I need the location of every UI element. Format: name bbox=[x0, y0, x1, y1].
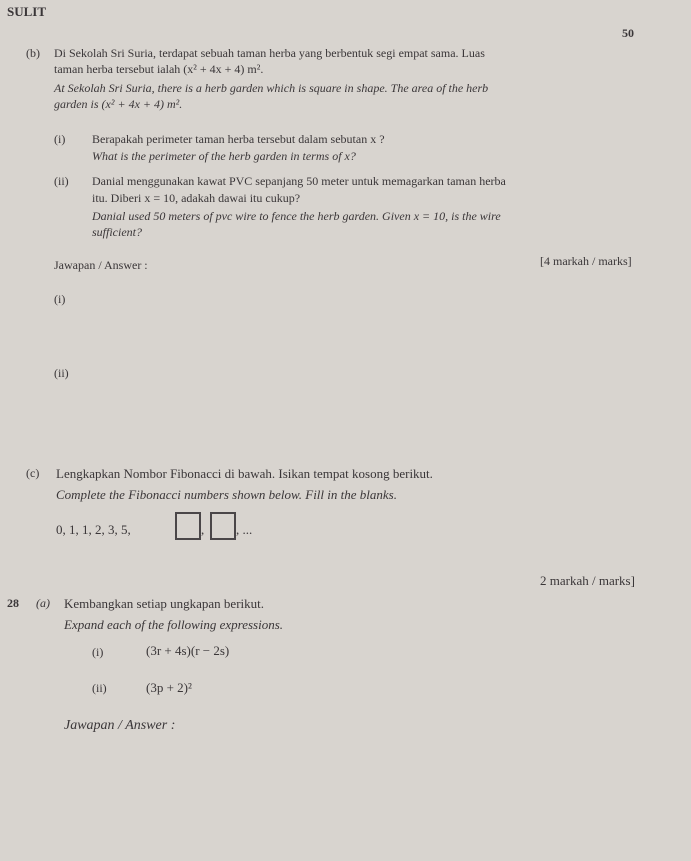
marks-c: 2 markah / marks] bbox=[540, 573, 635, 588]
question-b-malay-line1: Di Sekolah Sri Suria, terdapat sebuah taman herba yang berbentuk segi empat sama. Luas bbox=[54, 46, 485, 60]
page-number: 50 bbox=[622, 26, 634, 40]
part-ii-label: (ii) bbox=[54, 174, 69, 188]
part-ii-malay-line1: Danial menggunakan kawat PVC sepanjang 50 meter untuk memagarkan taman herba bbox=[92, 174, 506, 188]
subject-code: SULIT bbox=[7, 4, 47, 19]
question-c-english: Complete the Fibonacci numbers shown below. Fill in the blanks. bbox=[56, 487, 397, 502]
question-28-number: 28 bbox=[7, 596, 19, 610]
expression-ii-label: (ii) bbox=[92, 681, 107, 695]
question-b-english-line2: garden is (x² + 4x + 4) m². bbox=[54, 97, 183, 111]
fibonacci-blank-1[interactable] bbox=[175, 512, 201, 540]
question-c-label: (c) bbox=[26, 466, 40, 480]
part-ii-english-line1: Danial used 50 meters of pvc wire to fence the herb garden. Given x = 10, is the wire bbox=[92, 209, 501, 223]
question-b-malay-line2: taman herba tersebut ialah (x² + 4x + 4) m². bbox=[54, 62, 264, 76]
part-ii-english-line2: sufficient? bbox=[92, 225, 142, 239]
fibonacci-sequence: 0, 1, 1, 2, 3, 5, bbox=[56, 522, 131, 537]
part-i-label: (i) bbox=[54, 132, 66, 146]
fibonacci-blank-2[interactable] bbox=[210, 512, 236, 540]
question-28-a-label: (a) bbox=[36, 596, 50, 610]
fibonacci-comma: , bbox=[201, 522, 205, 537]
answer-label-28: Jawapan / Answer : bbox=[64, 718, 176, 733]
expression-i: (3r + 4s)(r − 2s) bbox=[146, 643, 230, 658]
part-ii-malay-line2: itu. Diberi x = 10, adakah dawai itu cukup? bbox=[92, 191, 301, 205]
question-b-label: (b) bbox=[26, 46, 40, 60]
answer-ii-label: (ii) bbox=[54, 366, 69, 380]
question-28-malay: Kembangkan setiap ungkapan berikut. bbox=[64, 596, 264, 611]
expression-ii: (3p + 2)² bbox=[146, 680, 192, 695]
answer-i-label: (i) bbox=[54, 292, 66, 306]
marks-b: [4 markah / marks] bbox=[540, 254, 632, 268]
answer-label-b: Jawapan / Answer : bbox=[54, 258, 148, 272]
fibonacci-ellipsis: , ... bbox=[236, 522, 253, 537]
question-c-malay: Lengkapkan Nombor Fibonacci di bawah. Isikan tempat kosong berikut. bbox=[56, 466, 433, 481]
expression-i-label: (i) bbox=[92, 645, 104, 659]
part-i-malay: Berapakah perimeter taman herba tersebut dalam sebutan x ? bbox=[92, 132, 385, 146]
part-i-english: What is the perimeter of the herb garden in terms of x? bbox=[92, 149, 356, 163]
question-b-english-line1: At Sekolah Sri Suria, there is a herb garden which is square in shape. The area of the herb bbox=[54, 81, 489, 95]
question-28-english: Expand each of the following expressions. bbox=[64, 617, 284, 632]
